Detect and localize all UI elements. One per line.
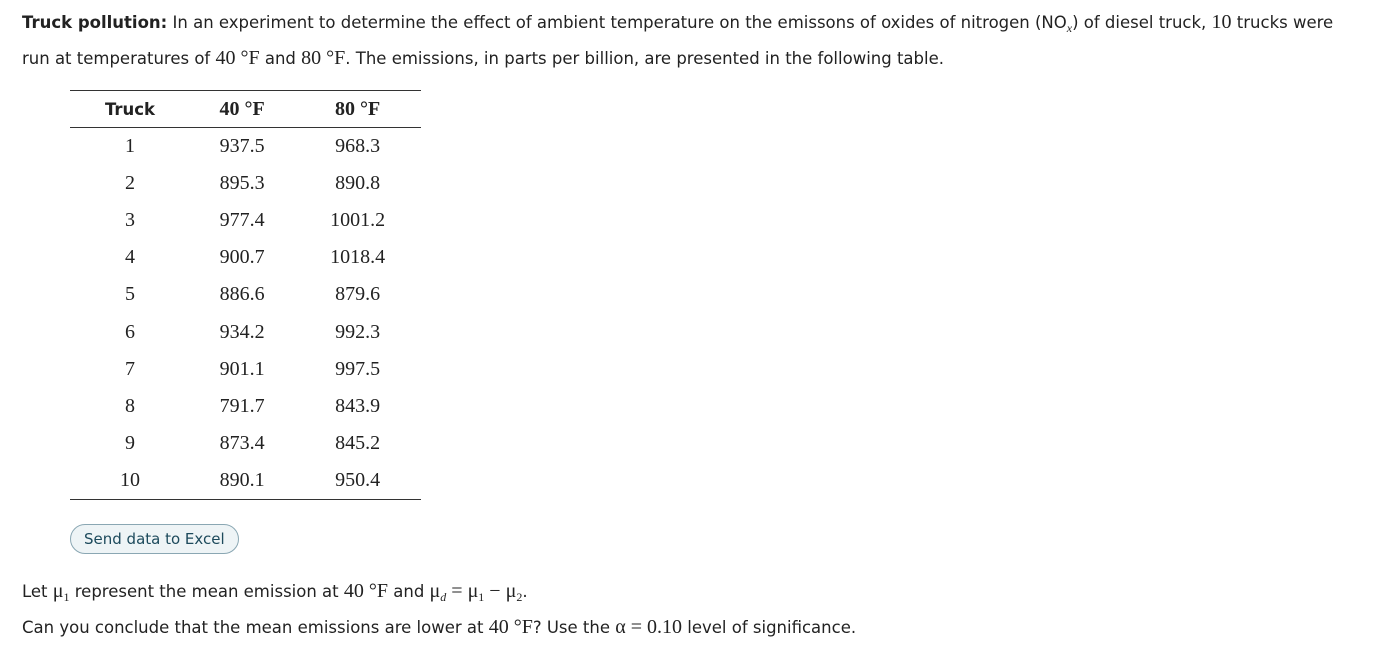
question-text: represent the mean emission at — [69, 582, 344, 601]
value-40f-cell: 937.5 — [219, 134, 265, 157]
table-row — [70, 276, 421, 313]
value-80f-cell: 992.3 — [335, 320, 381, 343]
subscript-x: x — [1066, 21, 1073, 35]
truck-cell: 7 — [125, 357, 135, 380]
question-line-1 — [22, 580, 528, 603]
subscript-d: d — [440, 590, 447, 604]
value-40f-cell: 934.2 — [219, 320, 265, 343]
intro-text: . The emissions, in parts per billion, are presented in the following table. — [345, 49, 944, 68]
emissions-table — [70, 90, 421, 500]
value-80f-cell: 845.2 — [335, 432, 381, 455]
column-header-40f: 40 °F — [190, 91, 294, 128]
mu-symbol: μ — [52, 580, 64, 602]
subscript-1: 1 — [63, 590, 70, 604]
table-row — [70, 165, 421, 202]
question-text: and — [388, 582, 430, 601]
mu-symbol: μ — [429, 580, 441, 602]
table-row — [70, 425, 421, 462]
question-text: Can you conclude that the mean emissions are lower at — [22, 618, 489, 637]
truck-cell: 8 — [125, 394, 135, 417]
subscript-1: 1 — [478, 590, 485, 604]
truck-cell: 1 — [125, 134, 135, 157]
table-row — [70, 462, 421, 499]
truck-count: 10 — [1211, 11, 1232, 33]
question-text: ? Use the — [532, 618, 616, 637]
value-80f-cell: 1018.4 — [330, 246, 386, 269]
value-40f-cell: 901.1 — [219, 357, 265, 380]
intro-text: run at temperatures of — [22, 49, 216, 68]
value-40f-cell: 791.7 — [219, 394, 265, 417]
problem-intro-line-1 — [22, 11, 1333, 34]
equals-sign: = — [446, 580, 468, 602]
truck-cell: 9 — [125, 432, 135, 455]
temperature-40: 40 °F — [343, 580, 388, 602]
problem-intro-line-2 — [22, 47, 944, 70]
value-40f-cell: 873.4 — [219, 432, 265, 455]
subscript-2: 2 — [516, 590, 523, 604]
temperature-40: 40 °F — [488, 616, 533, 638]
intro-text: ) of diesel truck, — [1072, 13, 1212, 32]
question-text: Let — [22, 582, 53, 601]
intro-text: trucks were — [1231, 13, 1334, 32]
value-80f-cell: 968.3 — [335, 134, 381, 157]
column-header-80f: 80 °F — [294, 91, 421, 128]
truck-cell: 2 — [125, 171, 135, 194]
value-80f-cell: 997.5 — [335, 357, 381, 380]
value-80f-cell: 843.9 — [335, 394, 381, 417]
value-40f-cell: 900.7 — [219, 246, 265, 269]
question-line-2 — [22, 616, 856, 639]
temperature-40: 40 °F — [215, 47, 260, 69]
table-row — [70, 351, 421, 388]
alpha-expression: α = 0.10 — [615, 616, 683, 638]
table-row — [70, 202, 421, 239]
value-80f-cell: 890.8 — [335, 171, 381, 194]
mu-symbol: μ — [467, 580, 479, 602]
truck-cell: 6 — [125, 320, 135, 343]
problem-title: Truck pollution: — [22, 13, 168, 32]
question-text: level of significance. — [682, 618, 857, 637]
value-80f-cell: 1001.2 — [330, 208, 386, 231]
table-row — [70, 128, 421, 165]
question-text: . — [522, 582, 528, 601]
truck-cell: 3 — [125, 208, 135, 231]
truck-cell: 10 — [70, 462, 190, 499]
value-40f-cell: 886.6 — [219, 283, 265, 306]
truck-cell: 5 — [125, 283, 135, 306]
temperature-80: 80 °F — [301, 47, 346, 69]
minus-sign: − — [484, 580, 506, 602]
value-80f-cell: 879.6 — [335, 283, 381, 306]
intro-text: and — [259, 49, 302, 68]
table-row — [70, 239, 421, 276]
value-40f-cell: 890.1 — [190, 462, 294, 499]
mu-symbol: μ — [505, 580, 517, 602]
value-40f-cell: 977.4 — [219, 208, 265, 231]
truck-cell: 4 — [125, 246, 135, 269]
table-header-row — [70, 91, 421, 128]
send-data-to-excel-button[interactable]: Send data to Excel — [70, 524, 239, 554]
intro-text: In an experiment to determine the effect of ambient temperature on the emissons of oxides of nitrogen (NO — [167, 13, 1067, 32]
table-row — [70, 388, 421, 425]
value-80f-cell: 950.4 — [294, 462, 421, 499]
column-header-truck: Truck — [70, 91, 190, 128]
value-40f-cell: 895.3 — [219, 171, 265, 194]
table-row — [70, 313, 421, 350]
